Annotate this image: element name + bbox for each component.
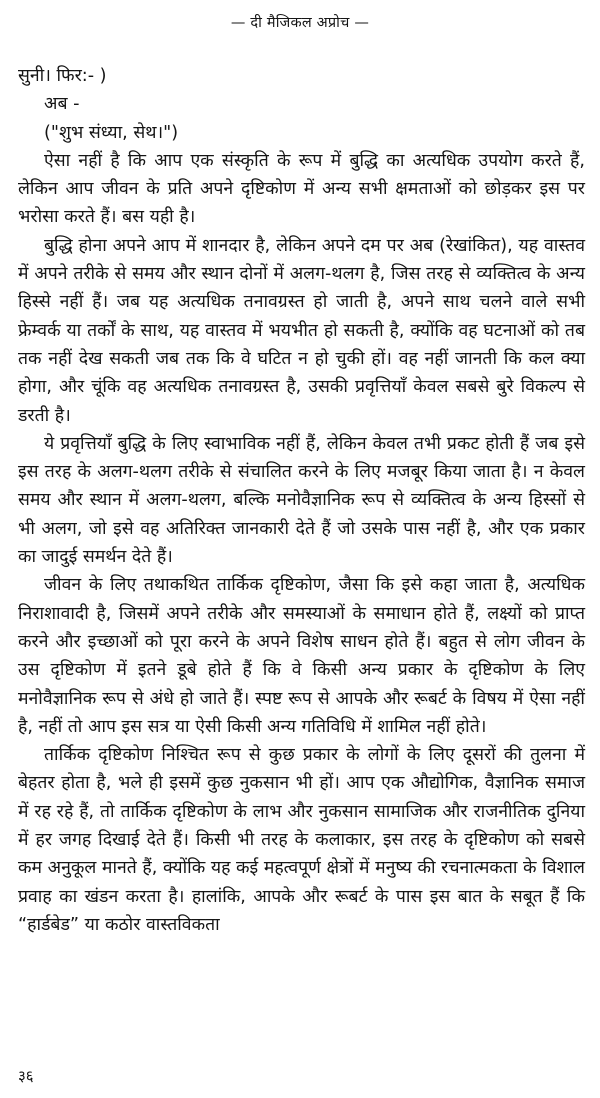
paragraph-greeting: ("शुभ संध्या, सेथ।") <box>44 122 179 143</box>
paragraph-ab: अब - <box>44 94 80 115</box>
paragraph: जीवन के लिए तथाकथित तार्किक दृष्टिकोण, जैसा कि इसे कहा जाता है, अत्यधिक निराशावादी है, जिसमें अपने तरीके और समस्याओं के समाधान होते हैं, लक्ष्यों को प्राप्त करने और इच्छाओं को पूरा करने के अपने विशेष साधन होते हैं। बहुत से लोग जीवन के उस दृष्टिकोण में इतने डूबे होते हैं कि वे किसी अन्य प्रकार के दृष्टिकोण के लिए मनोवैज्ञानिक रूप से अंधे हो जाते हैं। स्पष्ट रूप से आपके और रूबर्ट के विषय में ऐसा नहीं है, नहीं तो आप इस सत्र या ऐसी किसी अन्य गतिविधि में शामिल नहीं होते। <box>18 575 585 737</box>
paragraph: ये प्रवृत्तियाँ बुद्धि के लिए स्वाभाविक नहीं हैं, लेकिन केवल तभी प्रकट होती हैं जब इसे इस तरह के अलग-थलग तरीके से संचालित करने के लिए मजबूर किया जाता है। न केवल समय और स्थान में अलग-थलग, बल्कि मनोवैज्ञानिक रूप से व्यक्तित्व के अन्य हिस्सों से भी अलग, जो इसे वह अतिरिक्त जानकारी देते हैं जो उसके पास नहीं है, और एक प्रकार का जादुई समर्थन देते हैं। <box>18 433 585 568</box>
running-header: — दी मैजिकल अप्रोच — <box>230 15 370 31</box>
paragraph-continuation: सुनी। फिर:- ) <box>18 66 107 86</box>
body-text <box>18 62 585 939</box>
paragraph: ऐसा नहीं है कि आप एक संस्कृति के रूप में बुद्धि का अत्यधिक उपयोग करते हैं, लेकिन आप जीवन के प्रति अपने दृष्टिकोण में अन्य सभी क्षमताओं को छोड़कर इस पर भरोसा करते हैं। बस यही है। <box>18 150 585 228</box>
paragraph: तार्किक दृष्टिकोण निश्चित रूप से कुछ प्रकार के लोगों के लिए दूसरों की तुलना में बेहतर होता है, भले ही इसमें कुछ नुकसान भी हों। आप एक औद्योगिक, वैज्ञानिक समाज में रह रहे हैं, तो तार्किक दृष्टिकोण के लाभ और नुकसान सामाजिक और राजनीतिक दुनिया में हर जगह दिखाई देते हैं। किसी भी तरह के कलाकार, इस तरह के दृष्टिकोण को सबसे कम अनुकूल मानते हैं, क्योंकि यह कई महत्वपूर्ण क्षेत्रों में मनुष्य की रचनात्मकता के विशाल प्रवाह का खंडन करता है। हालांकि, आपके और रूबर्ट के पास इस बात के सबूत हैं कि “हार्डबेड” या कठोर वास्तविकता <box>18 745 585 935</box>
paragraph: बुद्धि होना अपने आप में शानदार है, लेकिन अपने दम पर अब (रेखांकित), यह वास्तव में अपने तरीके से समय और स्थान दोनों में अलग-थलग है, जिस तरह से व्यक्तित्व के अन्य हिस्से नहीं हैं। जब यह अत्यधिक तनावग्रस्त हो जाती है, अपने साथ चलने वाले सभी फ्रेम्वर्क या तर्कों के साथ, यह वास्तव में भयभीत हो सकती है, क्योंकि वह घटनाओं को तब तक नहीं देख सकती जब तक कि वे घटित न हो चुकी हों। वह नहीं जानती कि कल क्या होगा, और चूंकि वह अत्यधिक तनावग्रस्त है, उसकी प्रवृत्तियाँ केवल सबसे बुरे विकल्प से डरती है। <box>18 235 585 426</box>
page-number: ३६ <box>18 1067 34 1085</box>
